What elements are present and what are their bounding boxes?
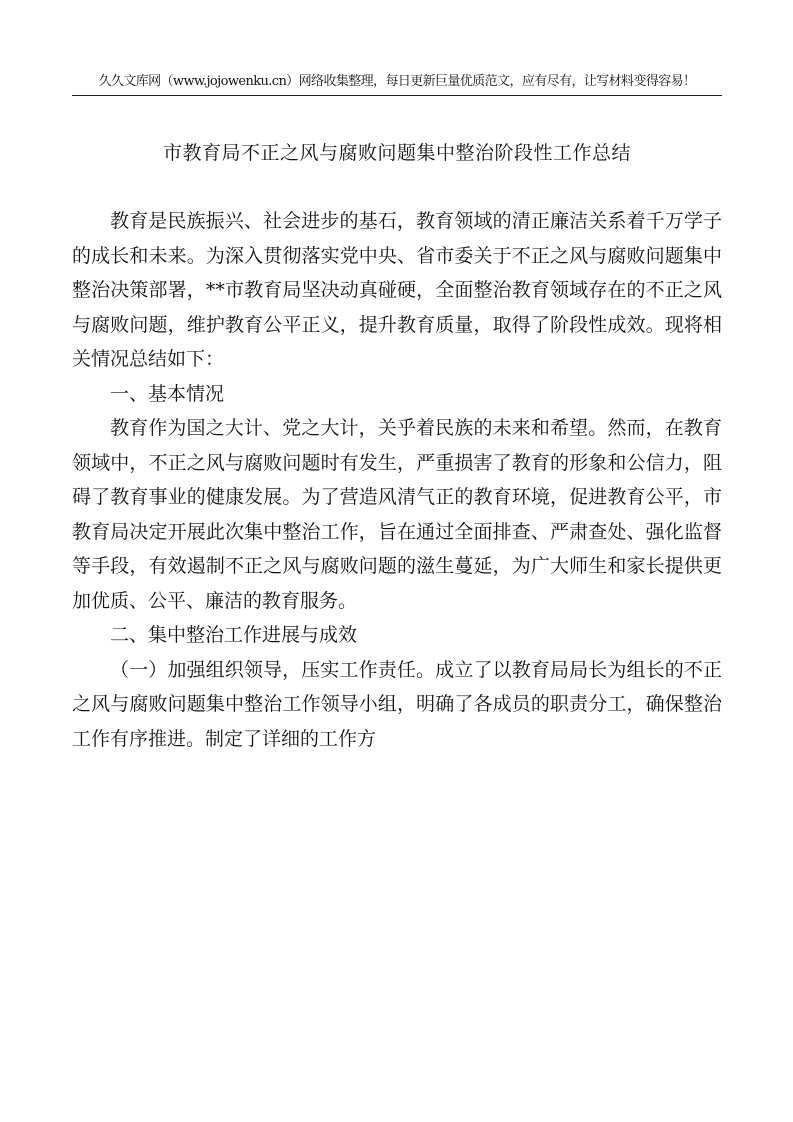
header-divider — [72, 95, 722, 96]
page-header: 久久文库网（www.jojowenku.cn）网络收集整理，每日更新巨量优质范文，应有尽有，让写材料变得容易！ — [98, 74, 696, 89]
section-2-paragraph: （一）加强组织领导，压实工作责任。成立了以教育局局长为组长的不正之风与腐败问题集中整治工作领导小组，明确了各成员的职责分工，确保整治工作有序推进。制定了详细的工作方 — [72, 658, 722, 750]
section-heading-1: 一、基本情况 — [110, 382, 225, 405]
intro-paragraph: 教育是民族振兴、社会进步的基石，教育领域的清正廉洁关系着千万学子的成长和未来。为深入贯彻落实党中央、省市委关于不正之风与腐败问题集中整治决策部署，**市教育局坚决动真碰硬，全面整治教育领域存在的不正之风与腐败问题，维护教育公平正义，提升教育质量，取得了阶段性成效。现将相关情况总结如下： — [72, 210, 722, 370]
document-body — [72, 204, 722, 756]
document-title: 市教育局不正之风与腐败问题集中整治阶段性工作总结 — [162, 142, 631, 164]
section-heading-2: 二、集中整治工作进展与成效 — [110, 624, 358, 646]
section-1-paragraph: 教育作为国之大计、党之大计，关乎着民族的未来和希望。然而，在教育领域中，不正之风与腐败问题时有发生，严重损害了教育的形象和公信力，阻碍了教育事业的健康发展。为了营造风清气正的教育环境，促进教育公平，市教育局决定开展此次集中整治工作，旨在通过全面排查、严肃查处、强化监督等手段，有效遏制不正之风与腐败问题的滋生蔓延，为广大师生和家长提供更加优质、公平、廉洁的教育服务。 — [72, 417, 722, 612]
